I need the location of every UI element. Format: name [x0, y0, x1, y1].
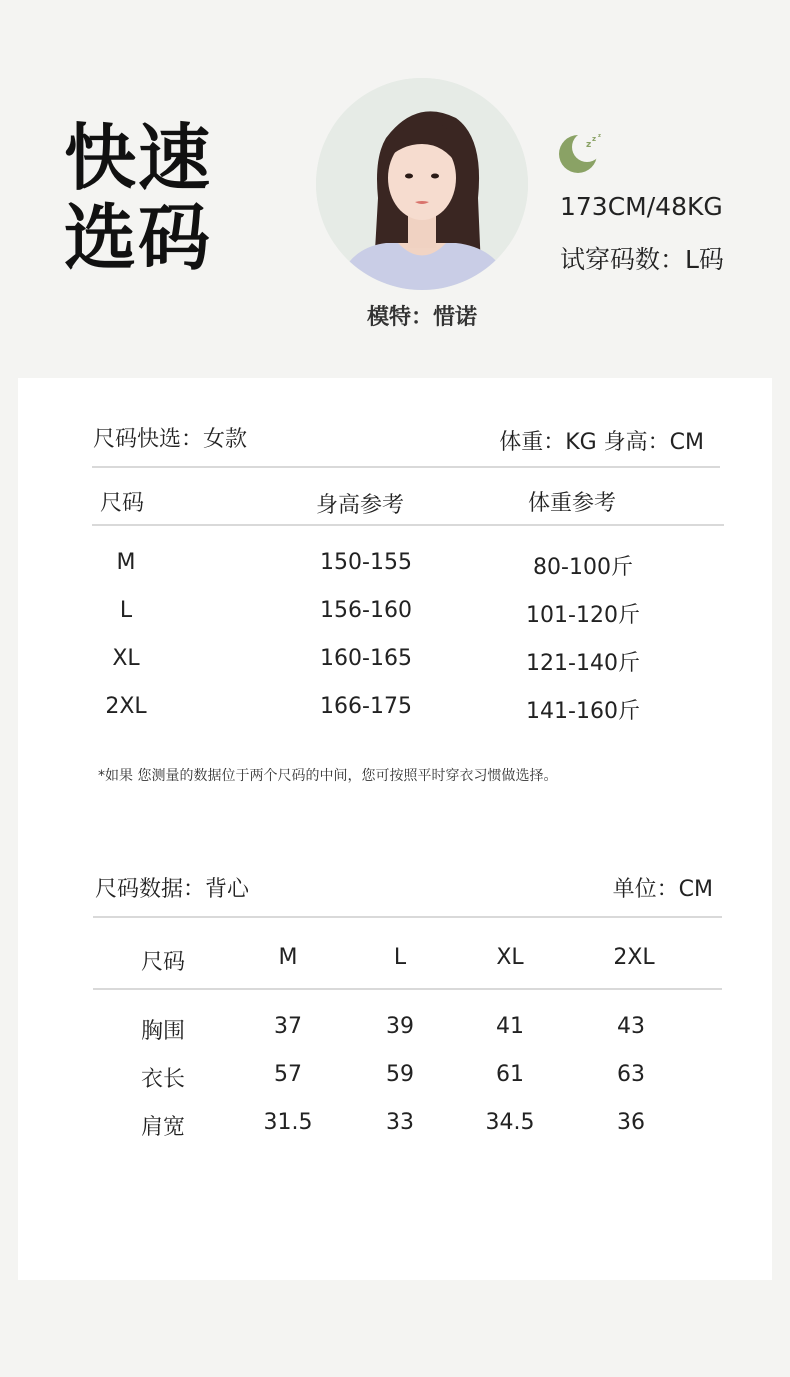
- trial-size: 试穿码数：L码: [560, 245, 724, 274]
- divider: [93, 988, 722, 990]
- table-cell: 33: [386, 1110, 414, 1135]
- model-label: 模特：惜诺: [366, 305, 477, 330]
- quick-select-title: 尺码快选：女款: [93, 427, 248, 452]
- table-cell: 41: [496, 1014, 524, 1039]
- svg-text:z: z: [598, 133, 601, 139]
- table-cell: 57: [274, 1062, 302, 1087]
- table-cell: 37: [274, 1014, 302, 1039]
- quick-select-units: 体重：KG 身高：CM: [499, 430, 704, 455]
- table-cell: M: [116, 550, 136, 575]
- table-cell: 166-175: [320, 694, 412, 719]
- table-cell: 160-165: [320, 646, 412, 671]
- body-stats: 173CM/48KG: [560, 192, 723, 221]
- title-line-2: 选码: [64, 196, 213, 280]
- table-cell: 2XL: [105, 694, 147, 719]
- table-cell: 39: [386, 1014, 414, 1039]
- data-header-m: M: [278, 945, 298, 970]
- table-cell: 80-100斤: [533, 555, 633, 580]
- page-title: [64, 118, 212, 278]
- divider: [93, 916, 722, 918]
- size-data-unit: 单位：CM: [612, 877, 713, 902]
- table-cell: L: [119, 598, 133, 623]
- table-cell: 101-120斤: [526, 603, 640, 628]
- table-cell: XL: [112, 646, 140, 671]
- quick-header-size: 尺码: [100, 491, 145, 516]
- table-cell: 121-140斤: [526, 651, 640, 676]
- data-header-size: 尺码: [140, 950, 185, 975]
- table-cell: 156-160: [320, 598, 412, 623]
- table-cell: 63: [617, 1062, 645, 1087]
- data-header-xl: XL: [496, 945, 524, 970]
- data-header-2xl: 2XL: [613, 945, 655, 970]
- divider: [92, 466, 720, 468]
- table-cell: 34.5: [485, 1110, 535, 1135]
- table-cell: 61: [496, 1062, 524, 1087]
- table-cell: 59: [386, 1062, 414, 1087]
- sizing-note: *如果 您测量的数据位于两个尺码的中间，您可按照平时穿衣习惯做选择。: [98, 768, 558, 784]
- svg-text:z: z: [586, 140, 592, 150]
- table-cell: 43: [617, 1014, 645, 1039]
- table-cell: 31.5: [263, 1110, 313, 1135]
- size-data-title: 尺码数据：背心: [95, 877, 250, 902]
- svg-text:z: z: [592, 135, 597, 143]
- moon-sleep-icon: [558, 130, 606, 174]
- divider: [92, 524, 724, 526]
- table-cell: 肩宽: [140, 1115, 185, 1140]
- model-portrait-illustration: [316, 78, 528, 290]
- model-avatar: [316, 78, 528, 290]
- table-cell: 36: [617, 1110, 645, 1135]
- table-cell: 胸围: [140, 1019, 185, 1044]
- title-line-1: 快速: [64, 116, 213, 200]
- size-card: [18, 378, 772, 1280]
- table-cell: 衣长: [140, 1067, 185, 1092]
- table-cell: 141-160斤: [526, 699, 640, 724]
- quick-header-height: 身高参考: [316, 493, 405, 518]
- quick-header-weight: 体重参考: [528, 491, 617, 516]
- table-cell: 150-155: [320, 550, 412, 575]
- data-header-l: L: [393, 945, 407, 970]
